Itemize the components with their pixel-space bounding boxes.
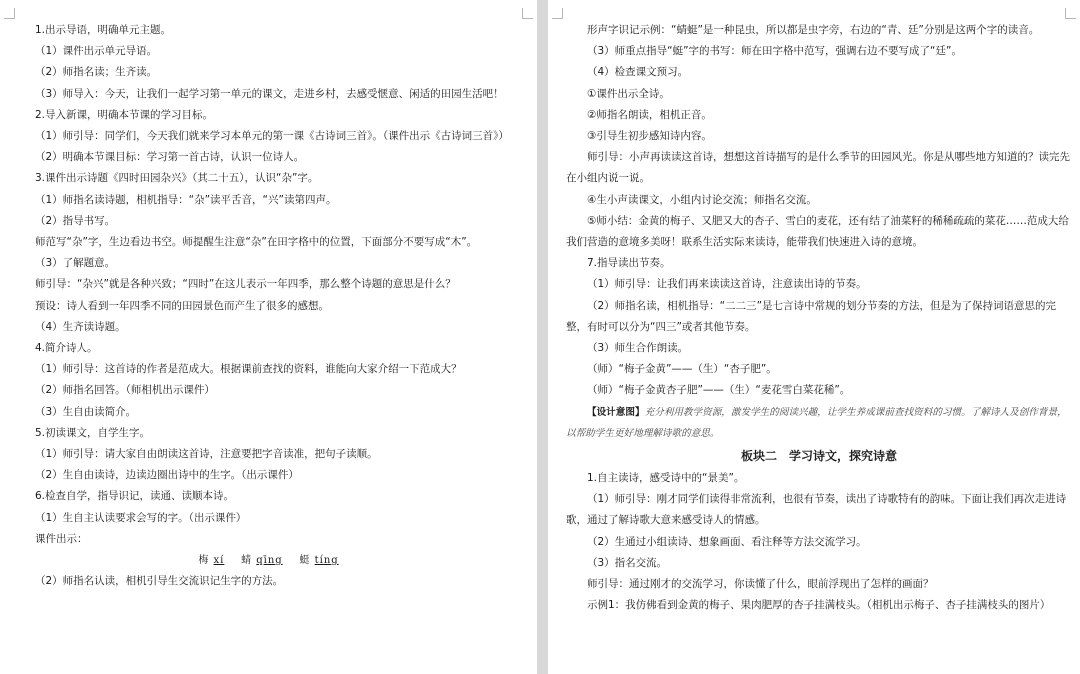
paragraph: 示例1：我仿佛看到金黄的梅子、果肉肥厚的杏子挂满枝头。（相机出示梅子、杏子挂满枝头的图片）: [587, 599, 1051, 612]
paragraph: 7.指导读出节奏。: [587, 257, 671, 270]
pinyin-line: [14, 550, 523, 571]
paragraph: ①课件出示全诗。: [587, 87, 670, 100]
paragraph: （1）师引导：同学们，今天我们就来学习本单元的第一课《古诗词三首》。（课件出示《古诗词三首》）: [35, 130, 509, 143]
design-intent: [566, 402, 1072, 444]
paragraph: （师）“梅子金黄”——（生）“杏子肥”。: [587, 363, 777, 376]
paragraph: （3）指名交流。: [587, 556, 668, 569]
paragraph: （4）检查课文预习。: [587, 66, 689, 79]
paragraph: （2）师指名回答。（师相机出示课件）: [35, 384, 215, 397]
paragraph: 预设：诗人看到一年四季不同的田园景色而产生了很多的感想。: [35, 299, 329, 312]
document-page-left: [0, 0, 537, 674]
paragraph: 6.检查自学，指导识记，读通、读顺本诗。: [35, 490, 235, 503]
paragraph: （3）了解题意。: [35, 257, 116, 270]
page-gutter: [537, 0, 548, 674]
paragraph: （3）师导入：今天，让我们一起学习第一单元的课文，走进乡村，去感受惬意、闲适的田园生活吧！: [35, 87, 504, 100]
paragraph: ④生小声读课文，小组内讨论交流；师指名交流。: [587, 193, 817, 206]
paragraph: （1）师指名读诗题，相机指导：“杂”读平舌音，“兴”读第四声。: [35, 193, 337, 206]
design-intent-label: 【设计意图】: [587, 406, 645, 418]
paragraph: （2）生自由读诗，边读边圈出诗中的生字。（出示课件）: [35, 469, 299, 482]
crop-mark: [522, 8, 533, 19]
paragraph: 课件出示：: [35, 532, 88, 545]
paragraph: （1）生自主认读要求会写的字。（出示课件）: [35, 511, 247, 524]
paragraph: （3）师生合作朗读。: [587, 342, 689, 355]
paragraph: ③引导生初步感知诗内容。: [587, 130, 712, 143]
paragraph: 形声字识记示例：“蜻蜓”是一种昆虫，所以都是虫字旁，右边的“青、廷”分别是这两个字的读音。: [587, 24, 1040, 36]
paragraph: 5.初读课文，自学生字。: [35, 426, 151, 439]
paragraph: （1）课件出示单元导语。: [35, 45, 158, 58]
paragraph: 2.导入新课，明确本节课的学习目标。: [35, 108, 214, 121]
document-page-right: [548, 0, 1080, 674]
paragraph: （1）师引导：让我们再来读读这首诗，注意读出诗的节奏。: [587, 278, 867, 291]
paragraph: （1）师引导：这首诗的作者是范成大。根据课前查找的资料，谁能向大家介绍一下范成大？: [35, 363, 462, 376]
paragraph: （2）师指名认读，相机引导生交流识记生字的方法。: [35, 575, 284, 588]
paragraph: ⑤师小结：金黄的梅子、又肥又大的杏子、雪白的麦花，还有结了油菜籽的稀稀疏疏的菜花……范成大给我们营造的意境多美呀！联系生活实际来读诗，能带我们快速进入诗的意境。: [566, 214, 1069, 249]
paragraph: 1.自主读诗，感受诗中的“景美”。: [587, 472, 745, 485]
character: 蜻: [241, 555, 253, 567]
paragraph: （2）明确本节课目标：学习第一首古诗，认识一位诗人。: [35, 151, 305, 164]
paragraph: （1）师引导：刚才同学们读得非常流利，也很有节奏，读出了诗歌特有的韵味。下面让我们再次走进诗歌，通过了解诗歌大意来感受诗人的情感。: [566, 493, 1067, 527]
design-intent-text: 充分利用教学资源，激发学生的阅读兴趣，让学生养成课前查找资料的习惯。了解诗人及创作背景，以帮助学生更好地理解诗歌的意思。: [566, 406, 1067, 439]
paragraph: （3）师重点指导“蜓”字的书写：师在田字格中范写，强调右边不要写成了“廷”。: [587, 45, 962, 58]
paragraph: 师引导：通过刚才的交流学习，你读懂了什么，眼前浮现出了怎样的画面？: [587, 578, 934, 591]
paragraph: 4.简介诗人。: [35, 342, 98, 355]
paragraph: （2）师指名读；生齐读。: [35, 66, 158, 79]
character: 蜓: [299, 555, 311, 567]
paragraph: （2）师指名读，相机指导：“二二三”是七言诗中常规的划分节奏的方法，但是为了保持词语意思的完整，有时可以分为“四三”或者其他节奏。: [566, 299, 1057, 333]
paragraph: 师引导：小声再读读这首诗，想想这首诗描写的是什么季节的田园风光。你是从哪些地方知道的？读完先在小组内说一说。: [566, 151, 1070, 185]
paragraph: （4）生齐读诗题。: [35, 320, 126, 333]
paragraph: （师）“梅子金黄杏子肥”——（生）“麦花雪白菜花稀”。: [587, 384, 851, 397]
paragraph: （2）生通过小组读诗、想象画面、看注释等方法交流学习。: [587, 535, 867, 548]
paragraph: （3）生自由读简介。: [35, 405, 137, 418]
paragraph: 1.出示导语，明确单元主题。: [35, 24, 172, 36]
pinyin: tíng: [314, 555, 339, 567]
pinyin: qīng: [256, 555, 283, 567]
crop-mark: [1065, 8, 1076, 19]
paragraph: ②师指名朗读，相机正音。: [587, 108, 712, 121]
section-heading: 板块二 学习诗文，探究诗意: [740, 449, 897, 464]
paragraph: （2）指导书写。: [35, 214, 116, 227]
paragraph: （1）师引导：请大家自由朗读这首诗，注意要把字音读准，把句子读顺。: [35, 448, 378, 461]
character: 梅: [198, 555, 210, 567]
crop-mark: [4, 8, 15, 19]
pinyin: xí: [213, 555, 225, 567]
crop-mark: [552, 8, 563, 19]
paragraph: 师范写“杂”字，生边看边书空。师提醒生注意“杂”在田字格中的位置，下面部分不要写成“木”。: [35, 236, 478, 249]
paragraph: 师引导：“杂兴”就是各种兴致；“四时”在这儿表示一年四季，那么整个诗题的意思是什么？: [35, 278, 456, 291]
paragraph: 3.课件出示诗题《四时田园杂兴》（其二十五），认识“杂”字。: [35, 172, 319, 185]
